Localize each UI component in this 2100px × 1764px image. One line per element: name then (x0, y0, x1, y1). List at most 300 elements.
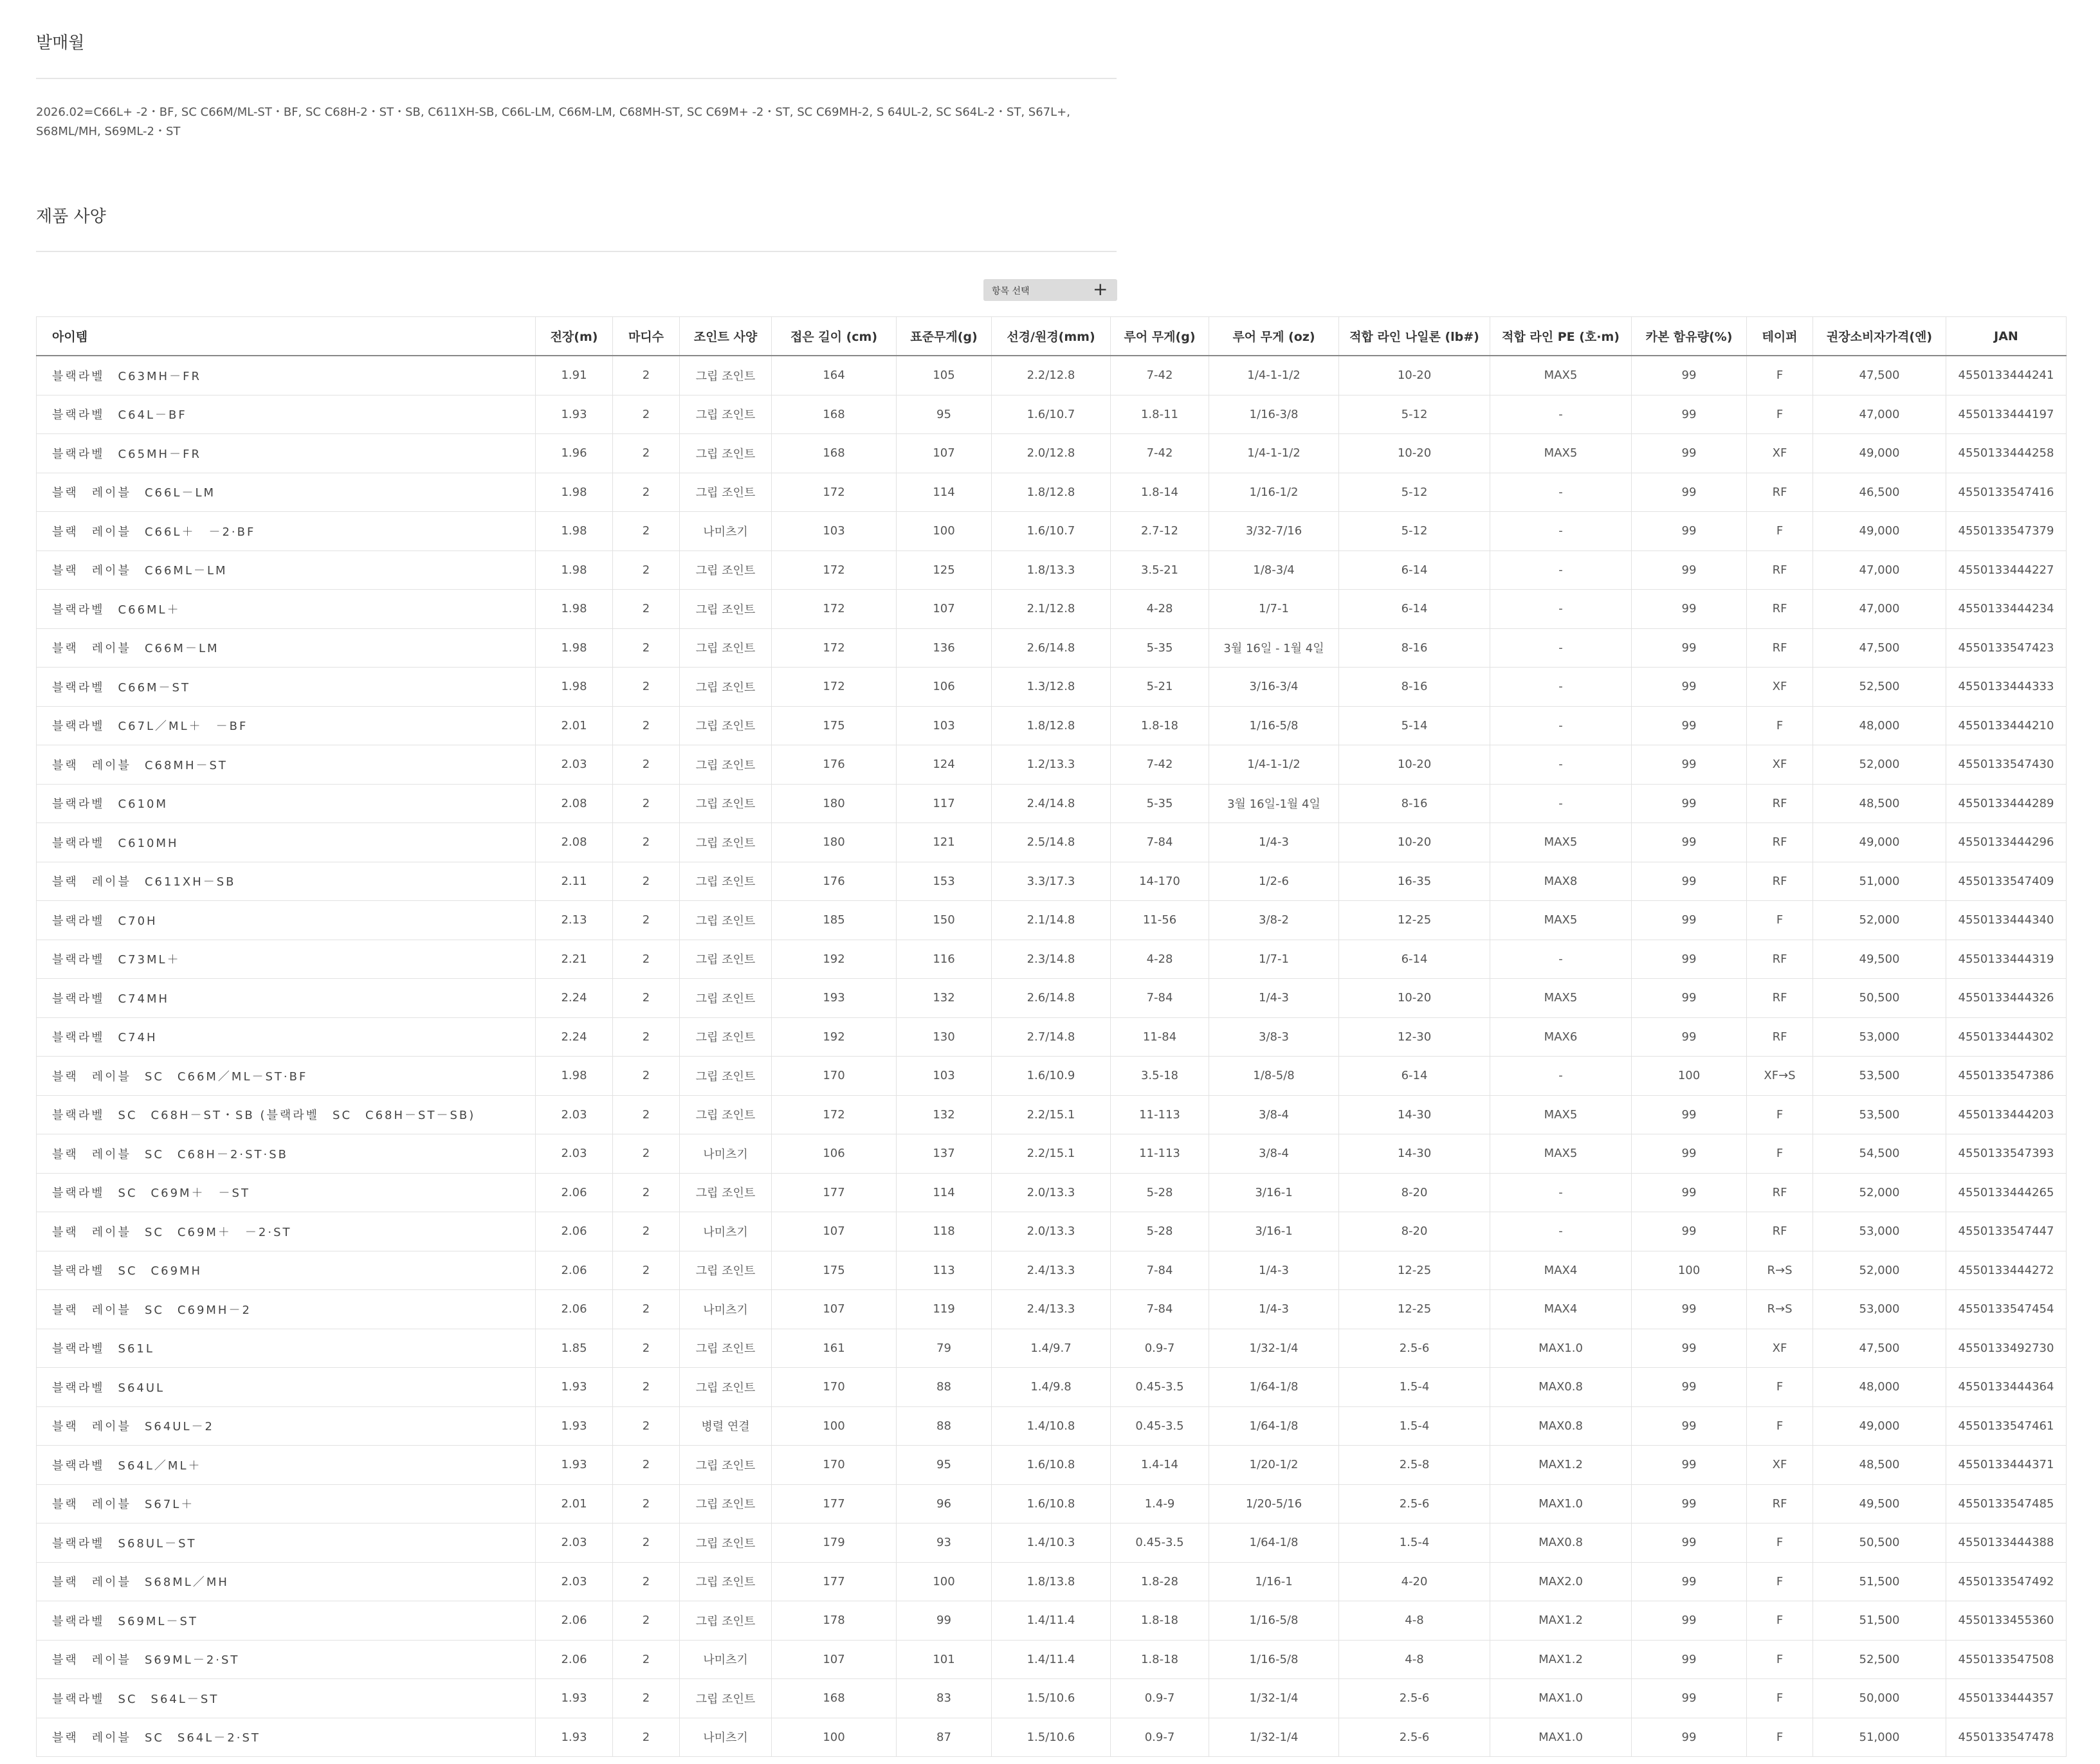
table-cell: 그립 조인트 (680, 1329, 772, 1368)
table-cell: 107 (772, 1640, 897, 1679)
item-name-cell: 블랙 레이블 SC S64L－2·ST (37, 1718, 536, 1757)
column-header: 루어 무게(g) (1111, 317, 1209, 356)
table-cell: 14-170 (1111, 862, 1209, 901)
table-cell: 5-35 (1111, 784, 1209, 823)
table-row (37, 1134, 2067, 1174)
table-cell: 177 (772, 1562, 897, 1601)
table-cell: 47,500 (1813, 628, 1946, 668)
table-cell: 99 (1632, 1679, 1747, 1718)
table-cell: 2 (613, 512, 680, 551)
table-cell: 4550133444388 (1946, 1523, 2067, 1563)
table-cell: F (1747, 395, 1813, 434)
item-name-cell: 블랙라벨 C74H (37, 1017, 536, 1057)
table-cell: 52,000 (1813, 1173, 1946, 1212)
table-cell: 83 (897, 1679, 992, 1718)
table-cell: 0.9-7 (1111, 1679, 1209, 1718)
table-row (37, 1173, 2067, 1212)
table-cell: 137 (897, 1134, 992, 1174)
table-cell: 47,500 (1813, 356, 1946, 395)
column-header: 선경/원경(mm) (992, 317, 1111, 356)
table-cell: 49,000 (1813, 512, 1946, 551)
table-cell: - (1490, 706, 1632, 745)
spec-table (36, 316, 2067, 1757)
item-name-cell: 블랙 레이블 C611XH－SB (37, 862, 536, 901)
item-name-cell: 블랙라벨 C610M (37, 784, 536, 823)
table-cell: 1.2/13.3 (992, 745, 1111, 785)
table-cell: 11-84 (1111, 1017, 1209, 1057)
table-cell: 2 (613, 1484, 680, 1523)
table-cell: 176 (772, 862, 897, 901)
table-cell: 180 (772, 823, 897, 862)
item-name-cell: 블랙라벨 C64L－BF (37, 395, 536, 434)
table-cell: 175 (772, 706, 897, 745)
table-cell: 11-56 (1111, 901, 1209, 940)
table-cell: 7-84 (1111, 1290, 1209, 1329)
table-cell: 100 (772, 1406, 897, 1446)
table-cell: 2.2/12.8 (992, 356, 1111, 395)
table-cell: R→S (1747, 1251, 1813, 1290)
table-cell: 99 (897, 1601, 992, 1641)
table-cell: MAX1.2 (1490, 1640, 1632, 1679)
table-cell: 4-28 (1111, 590, 1209, 629)
table-cell: 1.98 (536, 668, 613, 707)
table-cell: 47,000 (1813, 590, 1946, 629)
table-cell: 나미츠기 (680, 1134, 772, 1174)
table-cell: 그립 조인트 (680, 590, 772, 629)
table-cell: 170 (772, 1446, 897, 1485)
table-cell: 4550133547508 (1946, 1640, 2067, 1679)
table-cell: 132 (897, 1095, 992, 1134)
table-row (37, 940, 2067, 979)
table-cell: 3/16-1 (1209, 1173, 1339, 1212)
table-row (37, 1057, 2067, 1096)
table-cell: 52,000 (1813, 901, 1946, 940)
table-cell: 5-14 (1339, 706, 1490, 745)
table-cell: 3/8-2 (1209, 901, 1339, 940)
table-cell: 3.5-18 (1111, 1057, 1209, 1096)
table-cell: 107 (897, 434, 992, 473)
table-cell: 99 (1632, 823, 1747, 862)
table-cell: 4550133547423 (1946, 628, 2067, 668)
table-cell: 2.03 (536, 1095, 613, 1134)
table-cell: 4550133444210 (1946, 706, 2067, 745)
table-cell: 121 (897, 823, 992, 862)
table-cell: 2.08 (536, 784, 613, 823)
table-cell: 116 (897, 940, 992, 979)
table-cell: - (1490, 512, 1632, 551)
table-cell: 106 (897, 668, 992, 707)
table-cell: RF (1747, 1484, 1813, 1523)
table-cell: 4550133547461 (1946, 1406, 2067, 1446)
table-cell: 99 (1632, 1290, 1747, 1329)
table-cell: 179 (772, 1523, 897, 1563)
table-row (37, 1523, 2067, 1563)
table-row (37, 356, 2067, 395)
table-row (37, 784, 2067, 823)
table-cell: 1/4-1-1/2 (1209, 745, 1339, 785)
table-cell: 4550133444319 (1946, 940, 2067, 979)
table-cell: 1.93 (536, 1446, 613, 1485)
table-cell: 177 (772, 1173, 897, 1212)
table-cell: 4550133444241 (1946, 356, 2067, 395)
table-cell: 99 (1632, 1134, 1747, 1174)
table-cell: 1.4/9.7 (992, 1329, 1111, 1368)
table-cell: 7-42 (1111, 745, 1209, 785)
table-cell: 11-113 (1111, 1134, 1209, 1174)
table-cell: 나미츠기 (680, 1640, 772, 1679)
table-cell: 그립 조인트 (680, 1446, 772, 1485)
table-cell: 99 (1632, 1406, 1747, 1446)
table-cell: 161 (772, 1329, 897, 1368)
table-cell: 130 (897, 1017, 992, 1057)
table-cell: 5-28 (1111, 1173, 1209, 1212)
table-cell: 2.03 (536, 1562, 613, 1601)
table-row (37, 823, 2067, 862)
table-cell: XF (1747, 1329, 1813, 1368)
table-cell: 125 (897, 550, 992, 590)
table-cell: 2 (613, 706, 680, 745)
table-cell: 2.06 (536, 1212, 613, 1251)
table-row (37, 706, 2067, 745)
table-cell: 7-84 (1111, 979, 1209, 1018)
table-cell: 117 (897, 784, 992, 823)
column-header: 마디수 (613, 317, 680, 356)
table-cell: 10-20 (1339, 434, 1490, 473)
table-cell: 113 (897, 1251, 992, 1290)
table-cell: 99 (1632, 862, 1747, 901)
item-name-cell: 블랙라벨 C66ML＋ (37, 590, 536, 629)
table-row (37, 979, 2067, 1018)
table-cell: 1.5-4 (1339, 1523, 1490, 1563)
table-cell: 6-14 (1339, 1057, 1490, 1096)
item-name-cell: 블랙라벨 C73ML＋ (37, 940, 536, 979)
table-cell: 101 (897, 1640, 992, 1679)
table-cell: 그립 조인트 (680, 1173, 772, 1212)
table-cell: 그립 조인트 (680, 979, 772, 1018)
table-cell: 8-20 (1339, 1173, 1490, 1212)
table-cell: 99 (1632, 550, 1747, 590)
table-row (37, 862, 2067, 901)
table-cell: 99 (1632, 1446, 1747, 1485)
table-cell: 99 (1632, 1484, 1747, 1523)
table-cell: 51,000 (1813, 1718, 1946, 1757)
table-row (37, 1406, 2067, 1446)
table-cell: 1.8/13.8 (992, 1562, 1111, 1601)
item-name-cell: 블랙라벨 C66M－ST (37, 668, 536, 707)
table-cell: 그립 조인트 (680, 1095, 772, 1134)
table-cell: 2 (613, 1329, 680, 1368)
table-cell: F (1747, 1640, 1813, 1679)
table-cell: 4-8 (1339, 1640, 1490, 1679)
table-cell: 10-20 (1339, 979, 1490, 1018)
table-cell: 1.5-4 (1339, 1368, 1490, 1407)
table-cell: 48,000 (1813, 1368, 1946, 1407)
item-name-cell: 블랙라벨 C63MH－FR (37, 356, 536, 395)
table-cell: 2.7-12 (1111, 512, 1209, 551)
table-cell: 7-42 (1111, 434, 1209, 473)
table-cell: 2.1/14.8 (992, 901, 1111, 940)
table-cell: 12-25 (1339, 1251, 1490, 1290)
table-cell: F (1747, 1601, 1813, 1641)
table-cell: 10-20 (1339, 745, 1490, 785)
divider (36, 251, 1117, 252)
table-cell: 그립 조인트 (680, 862, 772, 901)
table-cell: 1.6/10.8 (992, 1446, 1111, 1485)
table-cell: MAX0.8 (1490, 1368, 1632, 1407)
table-cell: MAX5 (1490, 979, 1632, 1018)
table-cell: 2.5-6 (1339, 1329, 1490, 1368)
table-cell: 99 (1632, 590, 1747, 629)
table-cell: MAX6 (1490, 1017, 1632, 1057)
table-cell: 4550133444234 (1946, 590, 2067, 629)
table-cell: 3월 16일-1월 4일 (1209, 784, 1339, 823)
table-cell: 2.6/14.8 (992, 628, 1111, 668)
table-cell: 99 (1632, 745, 1747, 785)
table-cell: 164 (772, 356, 897, 395)
table-cell: 2.03 (536, 745, 613, 785)
table-cell: 2 (613, 1212, 680, 1251)
item-name-cell: 블랙라벨 C70H (37, 901, 536, 940)
column-header: 아이템 (37, 317, 536, 356)
table-cell: 1.8-28 (1111, 1562, 1209, 1601)
table-cell: F (1747, 1368, 1813, 1407)
table-cell: 2.03 (536, 1523, 613, 1563)
table-cell: 1.8/12.8 (992, 706, 1111, 745)
table-cell: 2 (613, 550, 680, 590)
table-cell: 47,500 (1813, 1329, 1946, 1368)
table-cell: 2 (613, 1562, 680, 1601)
table-cell: 2 (613, 784, 680, 823)
table-row (37, 590, 2067, 629)
table-cell: RF (1747, 1212, 1813, 1251)
table-cell: - (1490, 550, 1632, 590)
table-cell: - (1490, 745, 1632, 785)
table-cell: 4550133444357 (1946, 1679, 2067, 1718)
table-cell: 170 (772, 1057, 897, 1096)
table-cell: 49,000 (1813, 434, 1946, 473)
table-row (37, 1368, 2067, 1407)
table-cell: 1.93 (536, 1679, 613, 1718)
table-cell: 1.98 (536, 590, 613, 629)
table-cell: - (1490, 628, 1632, 668)
table-cell: 172 (772, 550, 897, 590)
table-cell: 168 (772, 395, 897, 434)
table-cell: 114 (897, 473, 992, 512)
table-cell: 100 (772, 1718, 897, 1757)
table-cell: 48,500 (1813, 1446, 1946, 1485)
table-cell: 1/4-3 (1209, 823, 1339, 862)
table-cell: 96 (897, 1484, 992, 1523)
column-header: 루어 무게 (oz) (1209, 317, 1339, 356)
table-cell: 99 (1632, 434, 1747, 473)
table-cell: 99 (1632, 628, 1747, 668)
table-cell: MAX5 (1490, 901, 1632, 940)
table-cell: 1.8/12.8 (992, 473, 1111, 512)
item-name-cell: 블랙 레이블 SC C69MH－2 (37, 1290, 536, 1329)
table-cell: 95 (897, 395, 992, 434)
table-cell: 176 (772, 745, 897, 785)
table-cell: 2.13 (536, 901, 613, 940)
table-cell: 0.45-3.5 (1111, 1523, 1209, 1563)
table-cell: 그립 조인트 (680, 550, 772, 590)
item-name-cell: 블랙 레이블 C66ML－LM (37, 550, 536, 590)
item-name-cell: 블랙라벨 S61L (37, 1329, 536, 1368)
table-cell: 49,500 (1813, 1484, 1946, 1523)
table-cell: 99 (1632, 1095, 1747, 1134)
plus-icon: + (1093, 278, 1108, 300)
column-header: 적합 라인 나일론 (lb#) (1339, 317, 1490, 356)
table-row (37, 1679, 2067, 1718)
table-cell: 2.2/15.1 (992, 1095, 1111, 1134)
table-cell: 178 (772, 1601, 897, 1641)
table-cell: 4550133444289 (1946, 784, 2067, 823)
table-cell: 나미츠기 (680, 1212, 772, 1251)
table-cell: 1/4-3 (1209, 1290, 1339, 1329)
table-cell: 4550133444340 (1946, 901, 2067, 940)
table-cell: 2 (613, 1017, 680, 1057)
table-cell: 4-8 (1339, 1601, 1490, 1641)
spec-section-title: 제품 사양 (36, 207, 106, 226)
table-cell: 99 (1632, 1562, 1747, 1601)
table-cell: RF (1747, 784, 1813, 823)
table-cell: 4550133444333 (1946, 668, 2067, 707)
table-cell: 10-20 (1339, 356, 1490, 395)
item-name-cell: 블랙 레이블 C66L＋ －2·BF (37, 512, 536, 551)
table-cell: RF (1747, 628, 1813, 668)
table-cell: 51,500 (1813, 1562, 1946, 1601)
table-cell: 50,500 (1813, 1523, 1946, 1563)
table-cell: 1.8-18 (1111, 706, 1209, 745)
table-cell: - (1490, 473, 1632, 512)
table-cell: 52,000 (1813, 745, 1946, 785)
item-name-cell: 블랙라벨 S64UL (37, 1368, 536, 1407)
table-cell: 99 (1632, 1718, 1747, 1757)
table-cell: RF (1747, 473, 1813, 512)
table-cell: 52,000 (1813, 1251, 1946, 1290)
table-cell: 1.4/11.4 (992, 1601, 1111, 1641)
item-name-cell: 블랙 레이블 C66M－LM (37, 628, 536, 668)
table-cell: RF (1747, 550, 1813, 590)
item-name-cell: 블랙 레이블 S68ML／MH (37, 1562, 536, 1601)
table-cell: 49,500 (1813, 940, 1946, 979)
table-cell: 2.3/14.8 (992, 940, 1111, 979)
table-row (37, 473, 2067, 512)
table-cell: 1/16-5/8 (1209, 1640, 1339, 1679)
table-cell: F (1747, 1134, 1813, 1174)
table-cell: 2.0/12.8 (992, 434, 1111, 473)
table-cell: 1/2-6 (1209, 862, 1339, 901)
table-cell: 192 (772, 940, 897, 979)
table-cell: 4550133444265 (1946, 1173, 2067, 1212)
table-cell: 그립 조인트 (680, 901, 772, 940)
table-cell: 53,000 (1813, 1017, 1946, 1057)
table-cell: 1.8/13.3 (992, 550, 1111, 590)
table-cell: 79 (897, 1329, 992, 1368)
table-cell: 88 (897, 1368, 992, 1407)
table-cell: 1.4/10.3 (992, 1523, 1111, 1563)
table-cell: 168 (772, 1679, 897, 1718)
table-cell: 1.8-18 (1111, 1640, 1209, 1679)
table-cell: 6-14 (1339, 590, 1490, 629)
header-row (37, 317, 2067, 356)
table-cell: 2.7/14.8 (992, 1017, 1111, 1057)
table-cell: 4550133444364 (1946, 1368, 2067, 1407)
table-cell: 99 (1632, 1368, 1747, 1407)
table-cell: - (1490, 395, 1632, 434)
table-cell: - (1490, 784, 1632, 823)
table-cell: R→S (1747, 1290, 1813, 1329)
table-cell: MAX5 (1490, 1134, 1632, 1174)
table-cell: 1.4-9 (1111, 1484, 1209, 1523)
select-columns-label: 항목 선택 (992, 286, 1030, 296)
table-cell: 1.6/10.7 (992, 512, 1111, 551)
table-cell: 99 (1632, 395, 1747, 434)
table-cell: 그립 조인트 (680, 628, 772, 668)
table-cell: 2 (613, 1173, 680, 1212)
table-cell: 2 (613, 395, 680, 434)
item-name-cell: 블랙라벨 SC C69M＋ －ST (37, 1173, 536, 1212)
select-columns-button[interactable] (983, 279, 1117, 301)
table-cell: - (1490, 1057, 1632, 1096)
table-cell: 1/16-1/2 (1209, 473, 1339, 512)
table-cell: 4550133444272 (1946, 1251, 2067, 1290)
table-cell: 2.01 (536, 706, 613, 745)
table-cell: 2 (613, 668, 680, 707)
table-row (37, 668, 2067, 707)
table-cell: 54,500 (1813, 1134, 1946, 1174)
table-cell: 그립 조인트 (680, 1679, 772, 1718)
table-cell: 1.5-4 (1339, 1406, 1490, 1446)
table-cell: 2.21 (536, 940, 613, 979)
table-row (37, 1484, 2067, 1523)
table-row (37, 1017, 2067, 1057)
item-name-cell: 블랙 레이블 S69ML－2·ST (37, 1640, 536, 1679)
table-cell: 나미츠기 (680, 1718, 772, 1757)
table-cell: 172 (772, 473, 897, 512)
table-cell: MAX4 (1490, 1290, 1632, 1329)
table-cell: 53,500 (1813, 1057, 1946, 1096)
item-name-cell: 블랙 레이블 SC C69M＋ －2·ST (37, 1212, 536, 1251)
table-cell: 그립 조인트 (680, 1562, 772, 1601)
table-cell: XF (1747, 745, 1813, 785)
table-cell: 1.98 (536, 512, 613, 551)
table-cell: 8-16 (1339, 628, 1490, 668)
table-cell: 2.06 (536, 1640, 613, 1679)
table-cell: 12-25 (1339, 901, 1490, 940)
table-cell: 1/4-1-1/2 (1209, 356, 1339, 395)
table-cell: 99 (1632, 1173, 1747, 1212)
table-cell: 2.24 (536, 1017, 613, 1057)
table-cell: MAX4 (1490, 1251, 1632, 1290)
table-cell: 2 (613, 628, 680, 668)
table-cell: 172 (772, 628, 897, 668)
table-cell: 3.5-21 (1111, 550, 1209, 590)
table-cell: 185 (772, 901, 897, 940)
table-cell: 4-20 (1339, 1562, 1490, 1601)
table-cell: 2 (613, 473, 680, 512)
table-cell: 1.93 (536, 1718, 613, 1757)
table-cell: 1.93 (536, 1406, 613, 1446)
column-header: 접은 길이 (cm) (772, 317, 897, 356)
table-cell: 12-25 (1339, 1290, 1490, 1329)
table-cell: 1.98 (536, 628, 613, 668)
table-cell: 2 (613, 590, 680, 629)
table-cell: 2.06 (536, 1173, 613, 1212)
table-cell: 1/16-1 (1209, 1562, 1339, 1601)
table-cell: 2.03 (536, 1134, 613, 1174)
column-header: 권장소비자가격(엔) (1813, 317, 1946, 356)
table-cell: 2 (613, 823, 680, 862)
